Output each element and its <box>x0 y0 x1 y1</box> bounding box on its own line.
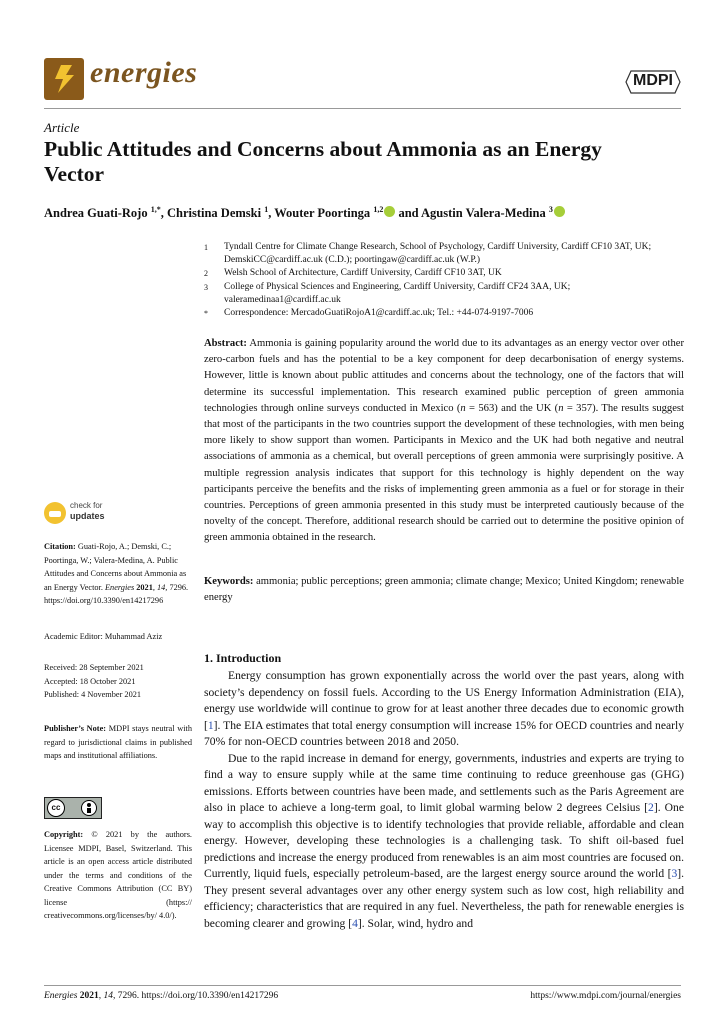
author-name: Christina Demski <box>166 206 262 221</box>
paragraph <box>204 668 684 751</box>
citation-volume: , 14, <box>152 582 168 592</box>
paragraph-text: ]. They present several advantages over any other energy system such as low cost, high reliability and efficiency; characteristics that are required in any fuel. Nevertheless, the path for renewable energies is becoming clearer and growing [ <box>204 867 684 930</box>
footer-journal: Energies <box>44 991 78 1001</box>
author-separator: , <box>268 206 275 221</box>
author-affiliation-mark: 1 <box>264 205 269 214</box>
academic-editor: Academic Editor: Muhammad Aziz <box>44 632 163 641</box>
paragraph-text: ]. The EIA estimates that total energy consumption will increase 15% for OECD countries and nearly 70% for non-OECD countries between 2018 and 2050. <box>204 718 684 748</box>
journal-name: energies <box>90 56 198 89</box>
author-separator: , <box>160 206 167 221</box>
paragraph-text: ]. Solar, wind, hydro and <box>357 916 474 930</box>
author-name: Andrea Guati-Rojo <box>44 206 148 221</box>
citation-block <box>44 540 194 608</box>
copyright-notice <box>44 828 192 923</box>
correspondence <box>204 307 684 320</box>
affiliation-item <box>204 267 684 280</box>
article-type: Article <box>44 120 80 135</box>
sample-size-symbol: n <box>460 402 466 414</box>
citation-doi[interactable]: 7296. https://doi.org/10.3390/en14217296 <box>44 582 189 605</box>
attribution-icon <box>81 800 97 816</box>
footer-journal-url[interactable]: https://www.mdpi.com/journal/energies <box>530 991 681 1001</box>
affiliation-number: 2 <box>204 269 208 279</box>
author-affiliation-mark: 1,2 <box>373 205 384 214</box>
check-for-label: check for <box>70 501 103 510</box>
citation-year: 2021 <box>134 582 153 592</box>
affiliation-item <box>204 281 684 307</box>
author-name: Agustin Valera-Medina <box>421 206 546 221</box>
abstract-text: = 563) and the UK ( <box>465 402 559 414</box>
footer-citation <box>44 991 278 1001</box>
lightning-icon <box>52 64 76 94</box>
copyright-text: © 2021 by the authors. Licensee MDPI, Basel, Switzerland. This article is an open access article distributed under the terms and conditions of the Creative Commons Attribution (CC BY) license (https:// creativecommons.org/licenses/by/ 4.0/). <box>44 830 192 920</box>
sample-size-symbol: n <box>558 402 564 414</box>
author-name: Wouter Poortinga <box>274 206 371 221</box>
orcid-icon[interactable] <box>554 206 565 217</box>
publisher-name: MDPI <box>633 72 673 89</box>
abstract <box>204 336 684 547</box>
reference-link[interactable]: 4 <box>352 916 358 930</box>
published-date: Published: 4 November 2021 <box>44 690 142 699</box>
abstract-label: Abstract: <box>204 338 247 349</box>
affiliation-text: College of Physical Sciences and Engineering, Cardiff University, Cardiff CF24 3AA, UK; valeramedinaa1@cardiff.ac.uk <box>224 281 571 305</box>
publisher-note <box>44 722 192 763</box>
header-divider <box>44 108 681 109</box>
cc-icon: cc <box>47 799 65 817</box>
keywords-label: Keywords: <box>204 576 254 587</box>
publisher-note-text: MDPI stays neutral with regard to jurisdictional claims in published maps and institutional affiliations. <box>44 724 192 760</box>
check-updates-icon <box>44 502 66 524</box>
affiliation-text: Correspondence: MercadoGuatiRojoA1@cardiff.ac.uk; Tel.: +44-074-9197-7006 <box>224 308 534 319</box>
orcid-icon[interactable] <box>384 206 395 217</box>
paragraph-text: Due to the rapid increase in demand for energy, governments, industries and experts are trying to find a way to ensure supply while at the same time continuing to reduce greenhouse gas (GHG) emissions. Efforts between countries have been made, and settlements such as the Paris Agreement are also in place to achieve a long-term goal, to limit global warming below 2 degrees Celsius [ <box>204 751 684 814</box>
abstract-text: = 357). The results suggest that most of the participants in the two countries support the development of these technologies, with men being more likely to show support than women. Participants in Mexico and the UK had both negative and neutral associations of ammonia as a chemical, but overall perceptions of green ammonia were surprisingly positive. A multiple regression analysis indicates that support for this technology is highly dependent on the way participants perceive the benefits and the risks of implementing green ammonia as a fuel or for storage in their countries. Perceptions of green ammonia presented in this study must be interpreted cautiously because of the novelty of the concept. Therefore, additional research should be carried out to determine the positive opinion of green ammonia obtained in the research. <box>204 402 684 544</box>
citation-journal: Energies <box>104 582 135 592</box>
affiliations <box>204 241 684 320</box>
citation-text: Guati-Rojo, A.; Demski, C.; Poortinga, W.; Valera-Medina, A. Public Attitudes and Concerns about Ammonia as an Energy Vector. <box>44 542 187 592</box>
reference-link[interactable]: 1 <box>207 718 214 732</box>
publisher-note-label: Publisher’s Note: <box>44 724 107 733</box>
paragraph <box>204 751 684 933</box>
affiliation-item <box>204 241 684 267</box>
article-title: Public Attitudes and Concerns about Ammonia as an Energy Vector <box>44 137 602 186</box>
citation-label: Citation: <box>44 542 76 551</box>
affiliation-text: Welsh School of Architecture, Cardiff University, Cardiff CF10 3AT, UK <box>224 268 502 279</box>
copyright-label: Copyright: <box>44 830 84 839</box>
footer-divider <box>44 985 681 986</box>
introduction-body <box>204 668 684 932</box>
check-for-updates-button[interactable] <box>44 500 164 530</box>
affiliation-number: 3 <box>204 282 208 292</box>
abstract-text: Ammonia is gaining popularity around the world due to its advantages as an energy vector over other zero-carbon fuels and has the potential to be a key component for deep decarbonisation of energy systems. However, little is known about public attitudes and concerns about the technology, one of the factors that will determine its successful implementation. This research examined public perception of green ammonia technologies through online surveys conducted in Mexico ( <box>204 338 684 414</box>
keywords-text: ammonia; public perceptions; green ammonia; climate change; Mexico; United Kingdom; renewable energy <box>204 576 684 604</box>
author-affiliation-mark: 1,* <box>150 205 161 214</box>
keywords <box>204 574 684 606</box>
paragraph-text: ]. One way to accomplish this objective is to identify technologies that provide reliable, affordable and clean energy. However, developing these technologies is a challenging task. To shift oil-based fuel predictions and increase the energy produced from renewables is an aim most countries are focused on. Currently, liquid fuels, especially petroleum-based, are the largest energy source around the world [ <box>204 801 684 880</box>
reference-link[interactable]: 2 <box>648 801 654 814</box>
received-date: Received: 28 September 2021 <box>44 663 144 672</box>
footer-year: 2021 <box>77 991 99 1001</box>
paragraph-text: Energy consumption has grown exponentially across the world over the past years, along with society’s dependency on fossil fuels. According to the US Energy Information Administration (EIA), energy use worldwide will continue to grow for at least another three decades due to economic growth [ <box>204 669 684 732</box>
article-dates <box>44 661 194 702</box>
journal-logo <box>44 58 84 100</box>
reference-link[interactable]: 3 <box>671 867 678 880</box>
affiliation-number: * <box>204 309 208 319</box>
footer-doi[interactable]: 7296. https://doi.org/10.3390/en14217296 <box>115 991 279 1001</box>
updates-label: updates <box>70 511 105 521</box>
author-list <box>44 205 565 221</box>
mdpi-logo <box>625 70 681 94</box>
affiliation-number: 1 <box>204 243 208 252</box>
affiliation-text: Tyndall Centre for Climate Change Research, School of Psychology, Cardiff University, Cardiff CF10 3AT, UK; DemskiCC@cardiff.ac.uk (C.D.); poortingaw@cardiff.ac.uk (W.P.) <box>224 242 652 266</box>
author-separator: and <box>395 206 422 221</box>
section-heading: 1. Introduction <box>204 651 282 665</box>
footer-volume: , 14, <box>98 991 116 1001</box>
cc-by-license-badge[interactable] <box>44 797 102 819</box>
accepted-date: Accepted: 18 October 2021 <box>44 676 136 686</box>
author-affiliation-mark: 3 <box>548 205 553 214</box>
